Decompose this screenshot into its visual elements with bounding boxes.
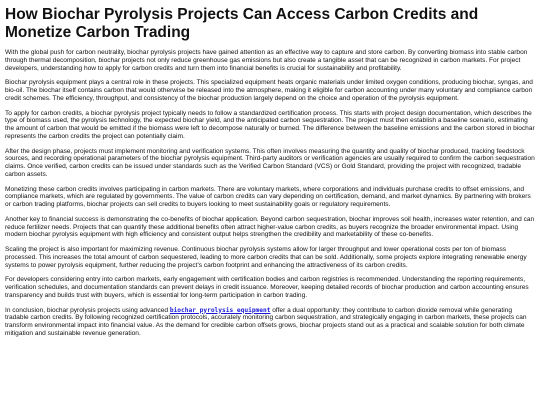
conclusion-text-after-link: offer a dual opportunity: they contribute to carbon dioxide removal while generating tradable carbon credits. By following recognized certification protocols, accurately monitoring carbon sequestration, and strategically engaging in carbon markets, these projects can transform environmental impact into financial value. As the demand for credible carbon offsets grows, biochar projects stand out as a practical and scalable solution for both climate mitigation and sustainable revenue generation. [5, 306, 527, 337]
paragraph-conclusion [5, 307, 535, 338]
paragraph-co-benefits: Another key to financial success is demonstrating the co-benefits of biochar application. Beyond carbon sequestration, biochar improves soil health, increases water retention, and can reduce fertilizer needs. Projects that can quantify these additional benefits often attract higher-value carbon credits, as buyers recognize the broader environmental impact. Using modern biochar pyrolysis equipment with high efficiency and consistent output helps strengthen the credibility and marketability of these co-benefits. [5, 215, 535, 239]
paragraph-developers: For developers considering entry into carbon markets, early engagement with certification bodies and carbon registries is recommended. Understanding the reporting requirements, verification schedules, and documentation standards can prevent delays in credit issuance. Moreover, keeping detailed records of biochar production and carbon accounting ensures transparency and builds trust with buyers, which is essential for long-term participation in carbon trading. [5, 276, 529, 299]
paragraph-verification: After the design phase, projects must implement monitoring and verification systems. This often involves measuring the quantity and quality of biochar produced, tracking feedstock sources, and recording operational parameters of the biochar pyrolysis equipment. Third-party auditors or verification agencies are usually required to confirm the carbon sequestration claims. Once verified, carbon credits can be issued under standards such as the Verified Carbon Standard (VCS) or Gold Standard, providing the project with recognized, tradable carbon assets. [5, 147, 535, 178]
conclusion-text-before-link: In conclusion, biochar pyrolysis projects using advanced [5, 306, 170, 314]
paragraph-intro: With the global push for carbon neutrality, biochar pyrolysis projects have gained attention as an effective way to capture and store carbon. By converting biomass into stable carbon through thermal decomposition, biochar projects not only reduce greenhouse gas emissions but also create a tangible asset that can be recognized in carbon markets. For project developers, understanding how to apply for carbon credits and turn them into financial benefits is crucial for sustainability and profitability. [5, 49, 528, 72]
article-title: How Biochar Pyrolysis Projects Can Access Carbon Credits and Monetize Carbon Trading [5, 6, 479, 41]
paragraph-monetizing: Monetizing these carbon credits involves participating in carbon markets. There are voluntary markets, where corporations and individuals purchase credits to offset emissions, and compliance markets, which are regulated by governments. The value of carbon credits can vary depending on certification, demand, and market dynamics. By partnering with brokers or carbon trading platforms, biochar projects can sell credits to buyers looking to meet sustainability goals or regulatory requirements. [5, 185, 531, 208]
biochar-equipment-link[interactable]: biochar pyrolysis equipment [169, 306, 271, 314]
paragraph-certification: To apply for carbon credits, a biochar pyrolysis project typically needs to follow a standardized certification process. This starts with project design documentation, which describes the type of biomass used, the pyrolysis technology, the expected biochar yield, and the anticipated carbon sequestration. The project must then establish a baseline scenario, estimating the amount of carbon that would be emitted if the biomass were left to decompose naturally or burned. The difference between the baseline emissions and the carbon stored in biochar represents the carbon credits the project can potentially claim. [5, 109, 535, 140]
paragraph-equipment: Biochar pyrolysis equipment plays a central role in these projects. This specialized equipment heats organic materials under limited oxygen conditions, producing biochar, syngas, and bio-oil. The biochar itself contains carbon that would otherwise be released into the atmosphere, making it eligible for carbon accounting under many voluntary and compliance carbon credit schemes. The efficiency, throughput, and consistency of the biochar production largely depend on the choice and operation of the pyrolysis equipment. [5, 79, 533, 102]
paragraph-scaling: Scaling the project is also important for maximizing revenue. Continuous biochar pyrolysis systems allow for larger throughput and lower operational costs per ton of biomass processed. This increases the total amount of carbon sequestered, leading to more carbon credits that can be sold. Additionally, some projects explore integrating renewable energy systems to power pyrolysis equipment, further reducing the project's carbon footprint and enhancing the attractiveness of its carbon credits. [5, 246, 527, 269]
